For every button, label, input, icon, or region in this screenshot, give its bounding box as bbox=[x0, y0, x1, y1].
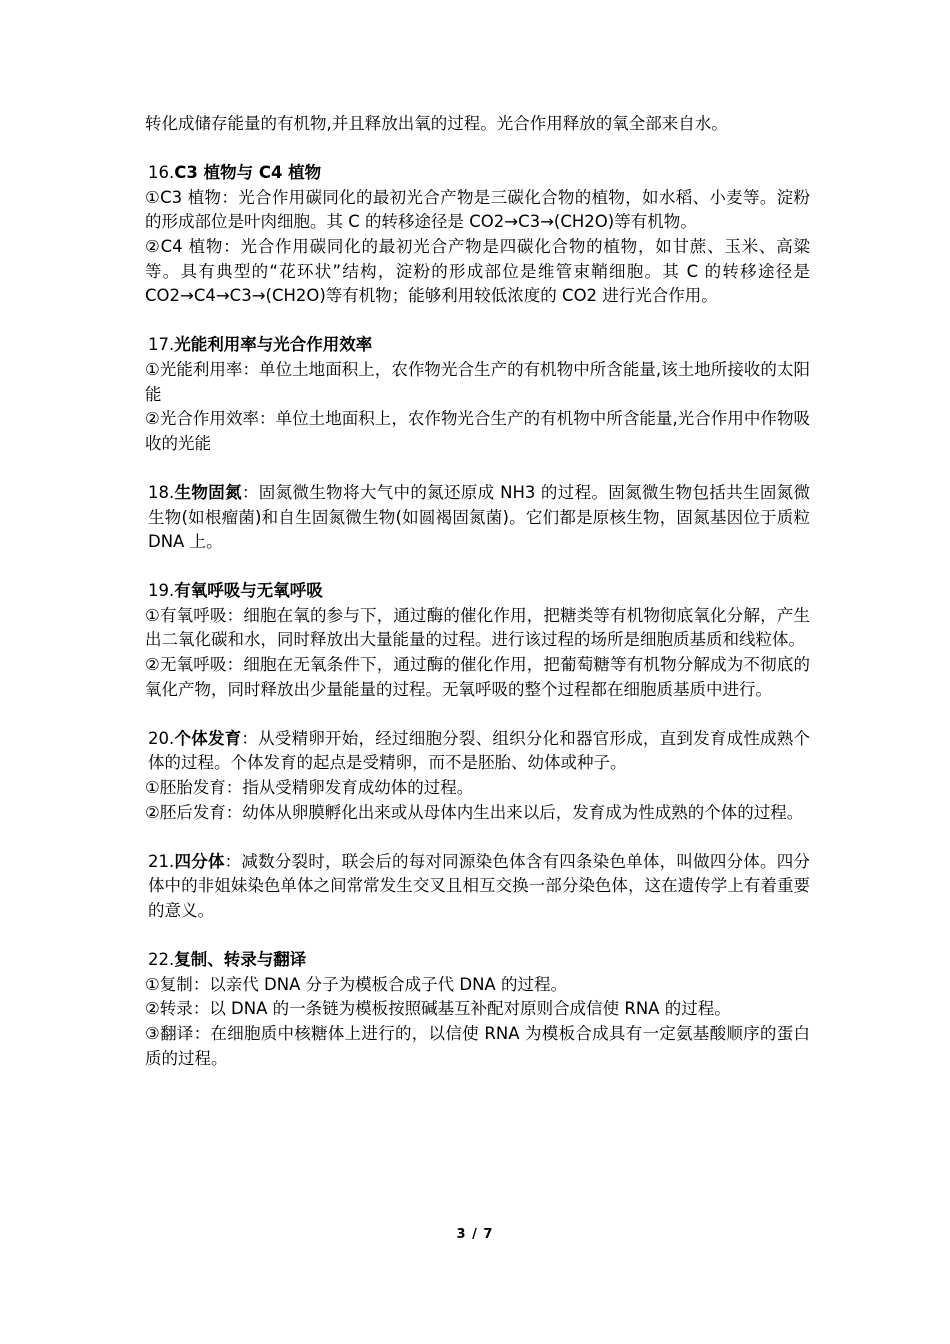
section-paragraph bbox=[145, 727, 810, 776]
section-body: ：减数分裂时，联会后的每对同源染色体含有四条染色单体，叫做四分体。四分体中的非姐妹染色单体之间常常发生交叉且相互交换一部分染色体，这在遗传学上有着重要的意义。 bbox=[148, 851, 811, 920]
list-item: ①复制：以亲代 DNA 分子为模板合成子代 DNA 的过程。 bbox=[145, 974, 567, 994]
section-heading bbox=[145, 333, 810, 358]
section-number: 22. bbox=[148, 950, 175, 970]
lead-paragraph: 转化成储存能量的有机物,并且释放出氧的过程。光合作用释放的氧全部来自水。 bbox=[145, 114, 728, 133]
list-item: ①胚胎发育：指从受精卵发育成幼体的过程。 bbox=[145, 778, 474, 798]
section-number: 18. bbox=[148, 482, 175, 502]
page-content bbox=[145, 112, 810, 1071]
list-item: ②C4 植物：光合作用碳同化的最初光合产物是四碳化合物的植物，如甘蔗、玉米、高粱等。具有典型的“花环状”结构，淀粉的形成部位是维管束鞘细胞。其 C 的转移途径是 CO2→C4→C3→(CH2O)等有机物；能够利用较低浓度的 CO2 进行光合作用。 bbox=[145, 236, 810, 306]
section-18 bbox=[145, 481, 810, 555]
list-item: ①有氧呼吸：细胞在氧的参与下，通过酶的催化作用，把糖类等有机物彻底氧化分解，产生出二氧化碳和水，同时释放出大量能量的过程。进行该过程的场所是细胞质基质和线粒体。 bbox=[145, 605, 810, 650]
section-17 bbox=[145, 333, 810, 456]
section-body: ：固氮微生物将大气中的氮还原成 NH3 的过程。固氮微生物包括共生固氮微生物(如根瘤菌)和自生固氮微生物(如圆褐固氮菌)。它们都是原核生物，固氮基因位于质粒 DNA 上。 bbox=[148, 482, 811, 552]
section-heading bbox=[145, 161, 810, 186]
list-item: ②无氧呼吸：细胞在无氧条件下，通过酶的催化作用，把葡萄糖等有机物分解成为不彻底的氧化产物，同时释放出少量能量的过程。无氧呼吸的整个过程都在细胞质基质中进行。 bbox=[145, 655, 810, 699]
section-number: 20. bbox=[148, 728, 175, 748]
page-number: 3 / 7 bbox=[456, 1227, 494, 1242]
section-paragraph bbox=[145, 850, 810, 924]
section-heading bbox=[145, 948, 810, 973]
section-number: 17. bbox=[148, 335, 175, 355]
section-number: 19. bbox=[148, 581, 175, 601]
section-title: 生物固氮 bbox=[174, 482, 242, 502]
section-22 bbox=[145, 948, 810, 1071]
section-number: 16. bbox=[148, 163, 175, 183]
list-item: ②胚后发育：幼体从卵膜孵化出来或从母体内生出来以后，发育成为性成熟的个体的过程。 bbox=[145, 802, 804, 822]
section-21 bbox=[145, 850, 810, 924]
section-title: 有氧呼吸与无氧呼吸 bbox=[174, 581, 323, 601]
section-title: 复制、转录与翻译 bbox=[174, 950, 307, 970]
section-title: 四分体 bbox=[174, 851, 225, 871]
section-number: 21. bbox=[148, 851, 175, 871]
list-item: ③翻译：在细胞质中核糖体上进行的，以信使 RNA 为模板合成具有一定氨基酸顺序的蛋白质的过程。 bbox=[145, 1023, 810, 1068]
section-paragraph bbox=[145, 481, 810, 555]
section-title: C3 植物与 C4 植物 bbox=[174, 163, 322, 183]
list-item: ①C3 植物：光合作用碳同化的最初光合产物是三碳化合物的植物，如水稻、小麦等。淀粉的形成部位是叶肉细胞。其 C 的转移途径是 CO2→C3→(CH2O)等有机物。 bbox=[145, 187, 810, 232]
list-item: ②光合作用效率：单位土地面积上，农作物光合生产的有机物中所含能量,光合作用中作物吸收的光能 bbox=[145, 409, 810, 453]
section-heading bbox=[145, 579, 810, 604]
section-title: 个体发育 bbox=[174, 728, 242, 748]
section-19 bbox=[145, 579, 810, 702]
section-16 bbox=[145, 161, 810, 309]
list-item: ①光能利用率：单位土地面积上，农作物光合生产的有机物中所含能量,该土地所接收的太阳能 bbox=[145, 359, 810, 404]
list-item: ②转录：以 DNA 的一条链为模板按照碱基互补配对原则合成信使 RNA 的过程。 bbox=[145, 999, 731, 1019]
section-title: 光能利用率与光合作用效率 bbox=[174, 335, 373, 355]
section-20 bbox=[145, 727, 810, 825]
section-body: ：从受精卵开始，经过细胞分裂、组织分化和器官形成，直到发育成性成熟个体的过程。个体发育的起点是受精卵，而不是胚胎、幼体或种子。 bbox=[148, 728, 811, 773]
